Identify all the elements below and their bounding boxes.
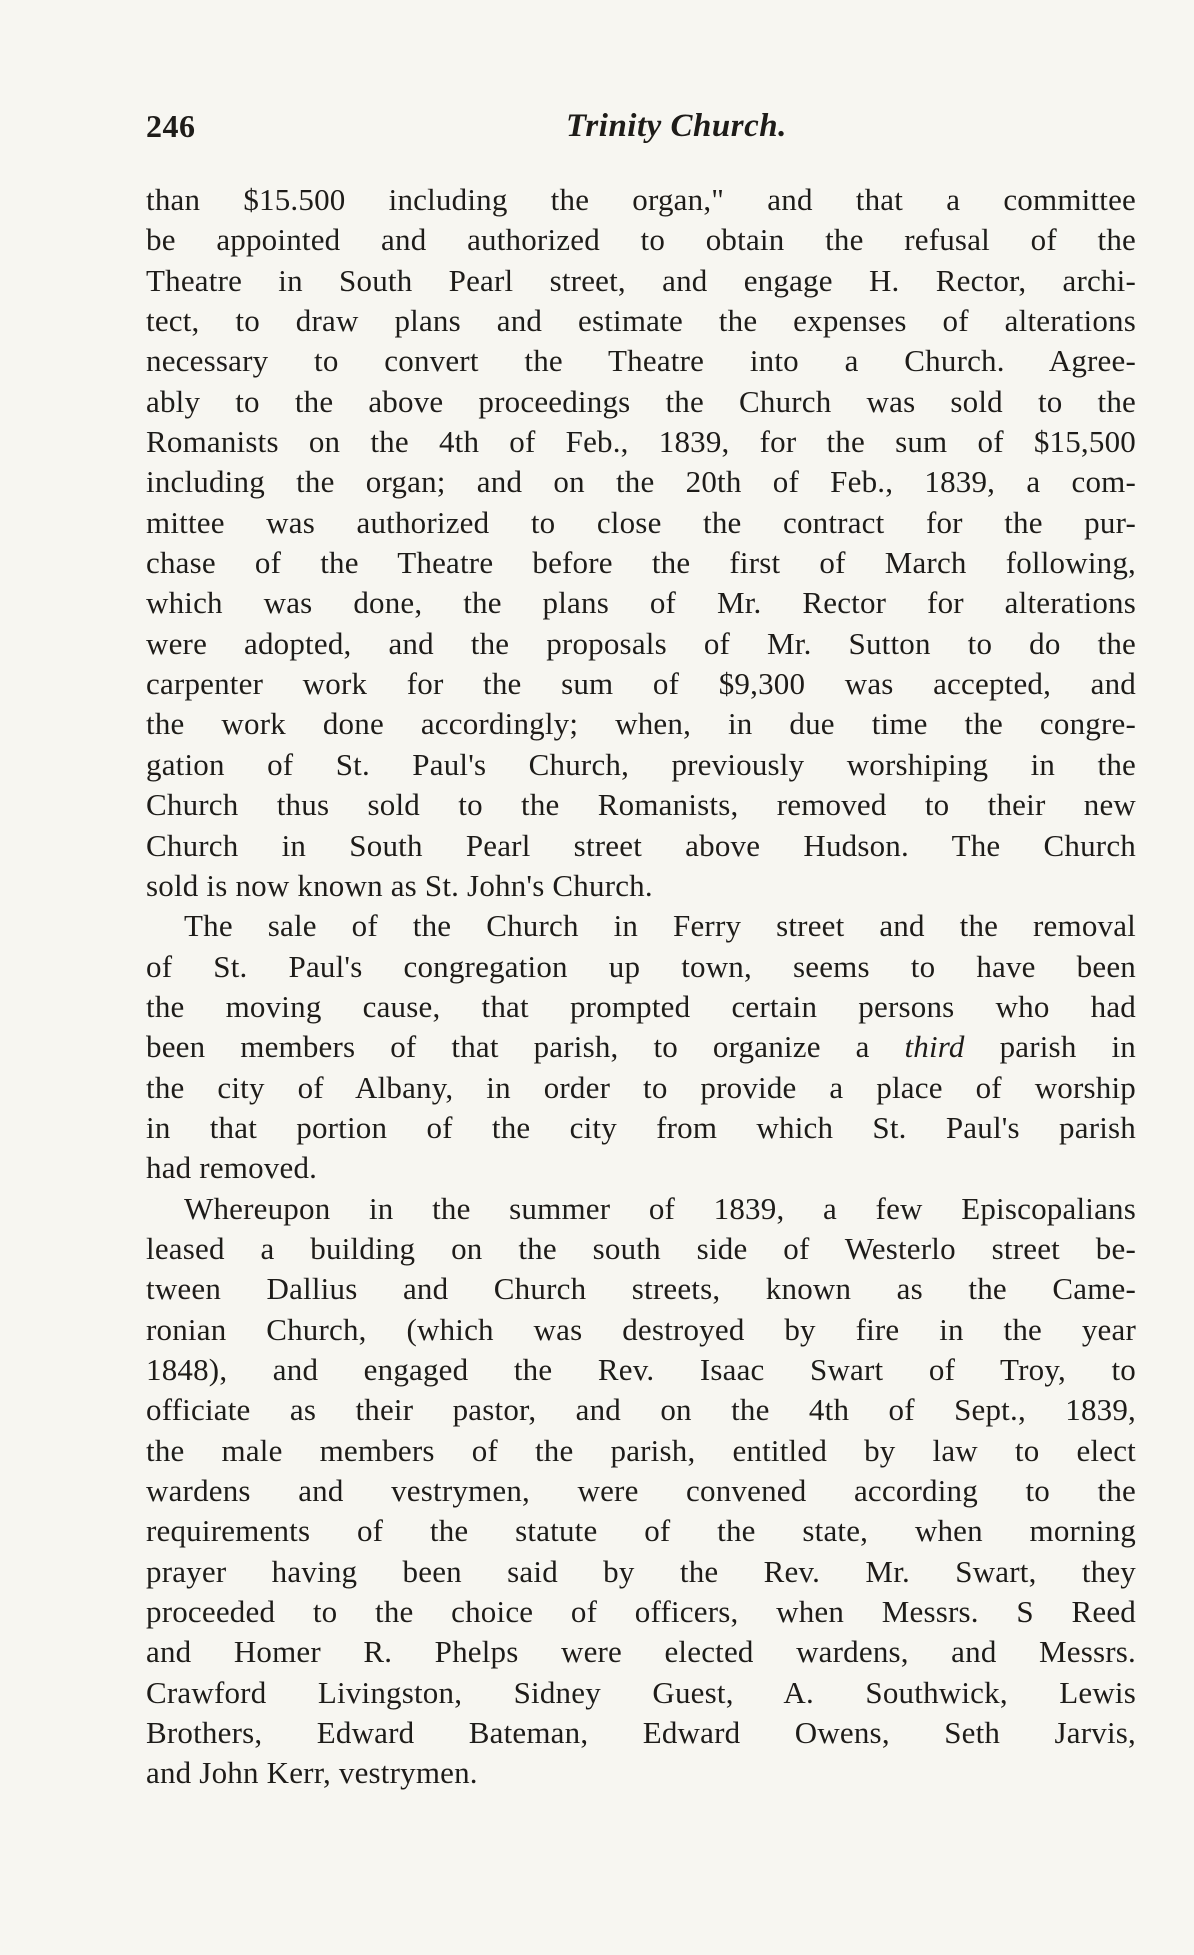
- text-line: officiate as their pastor, and on the 4th of Sept., 1839,: [146, 1392, 1136, 1428]
- text-line: than $15.500 including the organ," and that a committee: [146, 182, 1136, 217]
- text-line: Church thus sold to the Romanists, removed to their new: [146, 787, 1136, 823]
- text-line: Church in South Pearl street above Hudson. The Church: [146, 827, 1136, 863]
- text-line: Whereupon in the summer of 1839, a few Episcopalians: [184, 1190, 1136, 1226]
- text-line: leased a building on the south side of Westerlo street be-: [146, 1230, 1136, 1266]
- body-text: [146, 180, 1136, 1794]
- text-line: Theatre in South Pearl street, and engage H. Rector, archi-: [146, 262, 1136, 298]
- text-line: were adopted, and the proposals of Mr. Sutton to do the: [146, 625, 1136, 661]
- text-line: and John Kerr, vestrymen.: [146, 1755, 478, 1791]
- text-line: ronian Church, (which was destroyed by fire in the year: [146, 1311, 1136, 1347]
- text-line: chase of the Theatre before the first of March following,: [146, 545, 1136, 581]
- text-line: and Homer R. Phelps were elected wardens, and Messrs.: [146, 1634, 1136, 1670]
- text-line: ably to the above proceedings the Church was sold to the: [146, 383, 1136, 419]
- text-line: The sale of the Church in Ferry street and the removal: [184, 908, 1136, 944]
- page-number: 246: [146, 108, 196, 144]
- text-line: tect, to draw plans and estimate the expenses of alterations: [146, 303, 1136, 339]
- text-line: requirements of the statute of the state, when morning: [146, 1513, 1136, 1549]
- text-line: the moving cause, that prompted certain persons who had: [146, 988, 1136, 1024]
- text-line: Romanists on the 4th of Feb., 1839, for the sum of $15,500: [146, 424, 1136, 460]
- text-line: the work done accordingly; when, in due time the congre-: [146, 706, 1136, 742]
- text-line: Crawford Livingston, Sidney Guest, A. Southwick, Lewis: [146, 1674, 1136, 1710]
- text-line: sold is now known as St. John's Church.: [146, 867, 653, 903]
- text-line: gation of St. Paul's Church, previously worshiping in the: [146, 746, 1136, 782]
- text-line: wardens and vestrymen, were convened according to the: [146, 1473, 1136, 1508]
- text-segment: been members of that parish, to organize a: [146, 1029, 870, 1065]
- text-line: carpenter work for the sum of $9,300 was accepted, and: [146, 666, 1136, 702]
- text-line-with-emphasis: [146, 1027, 1136, 1067]
- text-line: tween Dallius and Church streets, known as the Came-: [146, 1271, 1136, 1307]
- text-line: mittee was authorized to close the contract for the pur-: [146, 504, 1136, 540]
- emphasized-word: third: [904, 1029, 965, 1065]
- text-line: be appointed and authorized to obtain the refusal of the: [146, 222, 1136, 258]
- text-line: had removed.: [146, 1150, 318, 1186]
- text-line: 1848), and engaged the Rev. Isaac Swart of Troy, to: [146, 1351, 1136, 1387]
- text-segment: parish in: [999, 1029, 1136, 1065]
- text-line: including the organ; and on the 20th of Feb., 1839, a com-: [146, 464, 1136, 500]
- text-line: proceeded to the choice of officers, when Messrs. S Reed: [146, 1594, 1136, 1630]
- text-line: prayer having been said by the Rev. Mr. Swart, they: [146, 1553, 1136, 1589]
- text-line: which was done, the plans of Mr. Rector for alterations: [146, 585, 1136, 621]
- running-title: Trinity Church.: [566, 108, 787, 144]
- text-line: Brothers, Edward Bateman, Edward Owens, Seth Jarvis,: [146, 1715, 1136, 1751]
- text-line: necessary to convert the Theatre into a Church. Agree-: [146, 343, 1136, 379]
- text-line: of St. Paul's congregation up town, seems to have been: [146, 948, 1136, 984]
- running-head: [146, 108, 1136, 148]
- text-line: the city of Albany, in order to provide a place of worship: [146, 1069, 1136, 1105]
- text-line: in that portion of the city from which St. Paul's parish: [146, 1109, 1136, 1145]
- text-line: the male members of the parish, entitled by law to elect: [146, 1432, 1136, 1468]
